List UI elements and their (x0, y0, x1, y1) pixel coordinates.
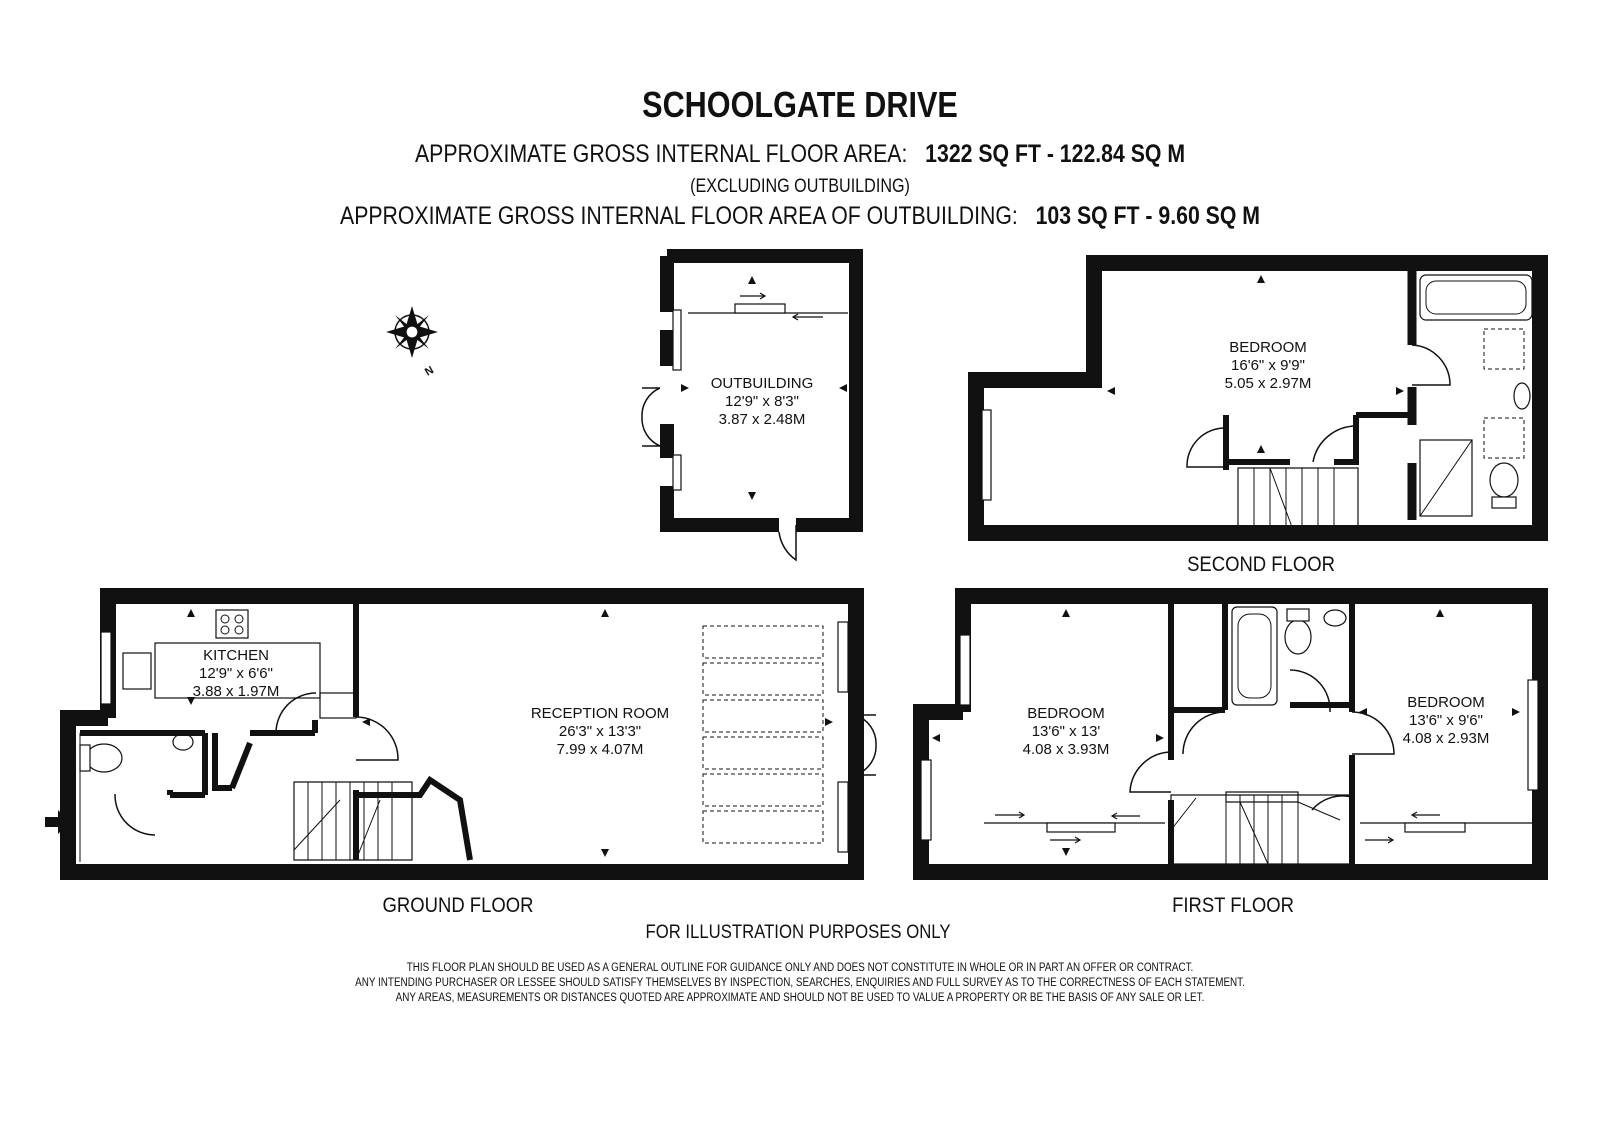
outbuilding-metric: 3.87 x 2.48M (718, 411, 806, 428)
first-bedroom-right-metric: 4.08 x 2.93M (1402, 730, 1490, 747)
second-bedroom-imperial: 16'6" x 9'9" (1231, 357, 1305, 374)
illustration-note: FOR ILLUSTRATION PURPOSES ONLY (645, 922, 951, 943)
second-floor-plan (976, 263, 1540, 533)
compass-rose-icon (386, 306, 438, 358)
first-bedroom-left-imperial: 13'6" x 13' (1031, 723, 1101, 740)
total-area-value: 1322 SQ FT - 122.84 SQ M (925, 140, 1186, 168)
second-floor-label: SECOND FLOOR (1187, 553, 1335, 576)
ground-floor-plan (45, 596, 876, 872)
reception-room-imperial: 26'3" x 13'3" (558, 723, 642, 740)
first-bedroom-right-imperial: 13'6" x 9'6" (1409, 712, 1483, 729)
outbuilding-area-value: 103 SQ FT - 9.60 SQ M (1035, 202, 1260, 230)
compass-north-label: N (423, 364, 436, 379)
outbuilding-name: OUTBUILDING (710, 375, 814, 392)
disclaimer-line-1: THIS FLOOR PLAN SHOULD BE USED AS A GENERAL OUTLINE FOR GUIDANCE ONLY AND DOES NOT CONSTITUTE IN WHOLE OR IN PART AN OFFER OR CONTRACT. (406, 962, 1194, 974)
reception-room-metric: 7.99 x 4.07M (556, 741, 644, 758)
excluding-outbuilding-note: (EXCLUDING OUTBUILDING) (690, 176, 910, 197)
kitchen-name: KITCHEN (203, 647, 269, 664)
kitchen-metric: 3.88 x 1.97M (192, 683, 280, 700)
first-bedroom-left-metric: 4.08 x 3.93M (1022, 741, 1110, 758)
reception-room-name: RECEPTION ROOM (530, 705, 670, 722)
first-bedroom-right-name: BEDROOM (1407, 694, 1485, 711)
total-area-label: APPROXIMATE GROSS INTERNAL FLOOR AREA: (414, 140, 908, 168)
first-floor-label: FIRST FLOOR (1172, 894, 1294, 917)
second-bedroom-metric: 5.05 x 2.97M (1224, 375, 1312, 392)
second-bedroom-name: BEDROOM (1229, 339, 1307, 356)
plan-title: SCHOOLGATE DRIVE (642, 84, 958, 125)
ground-floor-label: GROUND FLOOR (382, 894, 534, 917)
first-bedroom-left-name: BEDROOM (1027, 705, 1105, 722)
disclaimer-line-3: ANY AREAS, MEASUREMENTS OR DISTANCES QUOTED ARE APPROXIMATE AND SHOULD NOT BE USED TO VALUE A PROPERTY OR BE THE BASIS OF ANY SALE OR LET. (395, 992, 1205, 1004)
outbuilding-imperial: 12'9" x 8'3" (725, 393, 799, 410)
disclaimer-line-2: ANY INTENDING PURCHASER OR LESSEE SHOULD SATISFY THEMSELVES BY INSPECTION, SEARCHES, ENQUIRIES AND FULL SURVEY AS TO THE CORRECTNESS OF EACH STATEMENT. (355, 977, 1245, 989)
outbuilding-area-label: APPROXIMATE GROSS INTERNAL FLOOR AREA OF OUTBUILDING: (340, 202, 1018, 230)
kitchen-imperial: 12'9" x 6'6" (199, 665, 273, 682)
